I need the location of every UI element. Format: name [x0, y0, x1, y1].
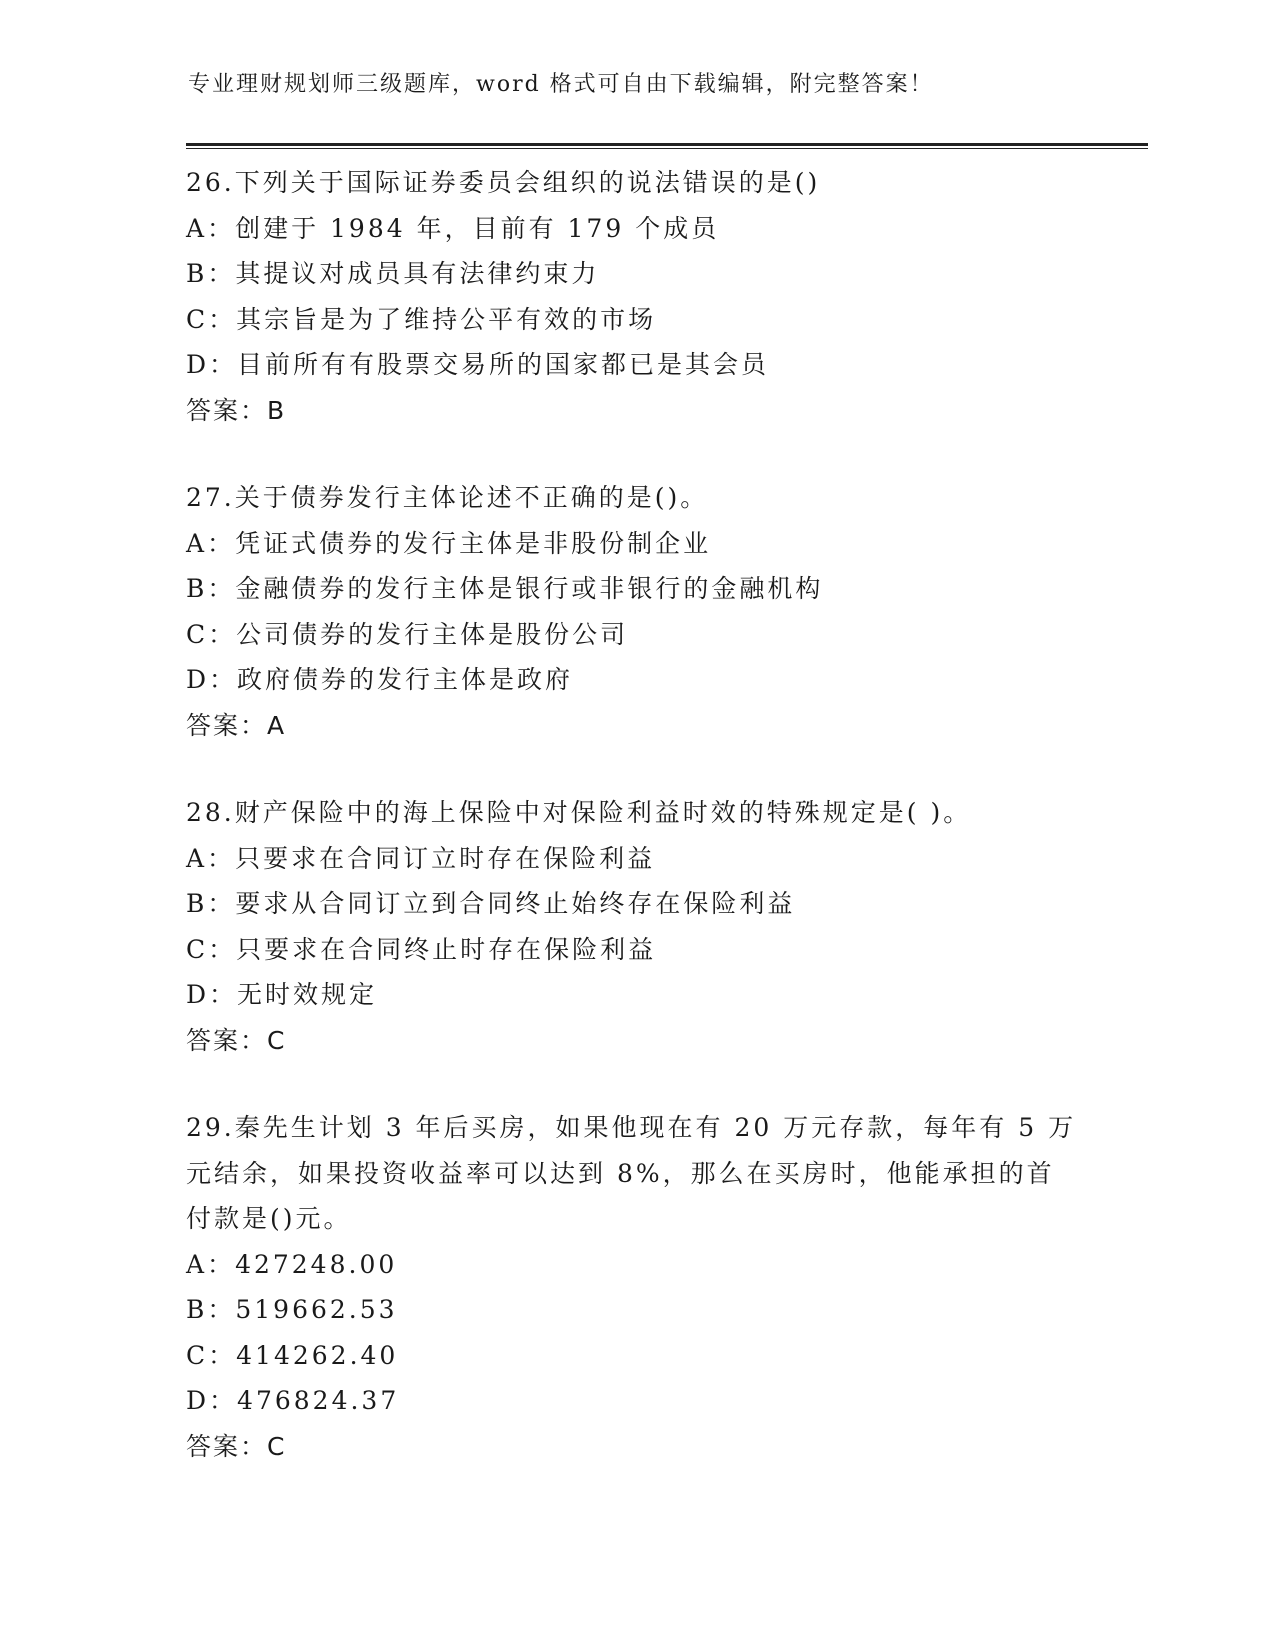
option-c — [186, 297, 1086, 343]
option-text: 519662.53 — [235, 1295, 398, 1324]
option-c — [186, 927, 1086, 973]
option-key: D： — [186, 1386, 238, 1415]
header-divider — [186, 143, 1148, 149]
option-text: 金融债券的发行主体是银行或非银行的金融机构 — [235, 574, 824, 603]
option-key: C： — [186, 304, 237, 334]
question-26 — [186, 160, 1086, 433]
option-text: 只要求在合同终止时存在保险利益 — [236, 934, 657, 964]
option-text: 公司债券的发行主体是股份公司 — [236, 619, 629, 649]
option-c — [186, 1333, 1086, 1379]
question-27 — [186, 475, 1086, 748]
question-stem-line: 26.下列关于国际证券委员会组织的说法错误的是() — [186, 168, 821, 197]
answer-line: 答案：C — [186, 1431, 287, 1461]
option-key: A： — [186, 843, 236, 873]
option-a — [186, 1242, 1086, 1288]
option-key: C： — [186, 619, 237, 649]
option-key: D： — [186, 665, 238, 694]
option-c — [186, 612, 1086, 658]
option-text: 其提议对成员具有法律约束力 — [235, 259, 600, 288]
question-stem — [186, 475, 1086, 521]
option-key: D： — [186, 350, 238, 379]
option-text: 政府债券的发行主体是政府 — [237, 665, 574, 694]
option-b — [186, 251, 1086, 297]
option-key: C： — [186, 1340, 237, 1370]
option-text: 目前所有有股票交易所的国家都已是其会员 — [237, 350, 770, 379]
question-stem-line: 付款是()元。 — [186, 1204, 352, 1233]
answer-line: 答案：C — [186, 1025, 287, 1055]
question-stem — [186, 790, 1086, 836]
question-stem-line: 28.财产保险中的海上保险中对保险利益时效的特殊规定是( )。 — [186, 798, 972, 827]
option-d — [186, 1378, 1086, 1424]
option-text: 其宗旨是为了维持公平有效的市场 — [236, 304, 657, 334]
option-text: 无时效规定 — [237, 980, 378, 1009]
option-a — [186, 206, 1086, 252]
option-key: A： — [186, 1249, 236, 1279]
option-key: B： — [186, 574, 236, 603]
option-text: 要求从合同订立到合同终止始终存在保险利益 — [235, 889, 796, 918]
option-b — [186, 566, 1086, 612]
question-stem — [186, 160, 1086, 206]
option-a — [186, 836, 1086, 882]
question-stem-line: 元结余，如果投资收益率可以达到 8%，那么在买房时，他能承担的首 — [186, 1158, 1055, 1188]
option-text: 476824.37 — [237, 1386, 400, 1415]
option-key: A： — [186, 528, 236, 558]
option-text: 只要求在合同订立时存在保险利益 — [235, 843, 656, 873]
option-key: C： — [186, 934, 237, 964]
question-29 — [186, 1105, 1086, 1469]
option-b — [186, 1287, 1086, 1333]
option-text: 414262.40 — [236, 1340, 399, 1370]
answer-line: 答案：A — [186, 710, 287, 740]
option-text: 创建于 1984 年，目前有 179 个成员 — [235, 213, 720, 243]
option-key: B： — [186, 259, 236, 288]
question-28 — [186, 790, 1086, 1063]
question-stem-line: 27.关于债券发行主体论述不正确的是()。 — [186, 483, 709, 512]
option-key: A： — [186, 213, 236, 243]
option-b — [186, 881, 1086, 927]
question-stem-line: 29.秦先生计划 3 年后买房，如果他现在有 20 万元存款，每年有 5 万 — [186, 1113, 1077, 1142]
question-stem — [186, 1105, 1086, 1242]
option-text: 凭证式债券的发行主体是非股份制企业 — [235, 528, 712, 558]
option-key: B： — [186, 1295, 236, 1324]
option-key: B： — [186, 889, 236, 918]
option-d — [186, 657, 1086, 703]
option-key: D： — [186, 980, 238, 1009]
option-text: 427248.00 — [235, 1249, 398, 1279]
option-a — [186, 521, 1086, 567]
option-d — [186, 972, 1086, 1018]
header-note: 专业理财规划师三级题库，word 格式可自由下载编辑，附完整答案！ — [188, 72, 934, 97]
answer-line: 答案：B — [186, 395, 287, 425]
option-d — [186, 342, 1086, 388]
question-list — [186, 160, 1086, 1511]
